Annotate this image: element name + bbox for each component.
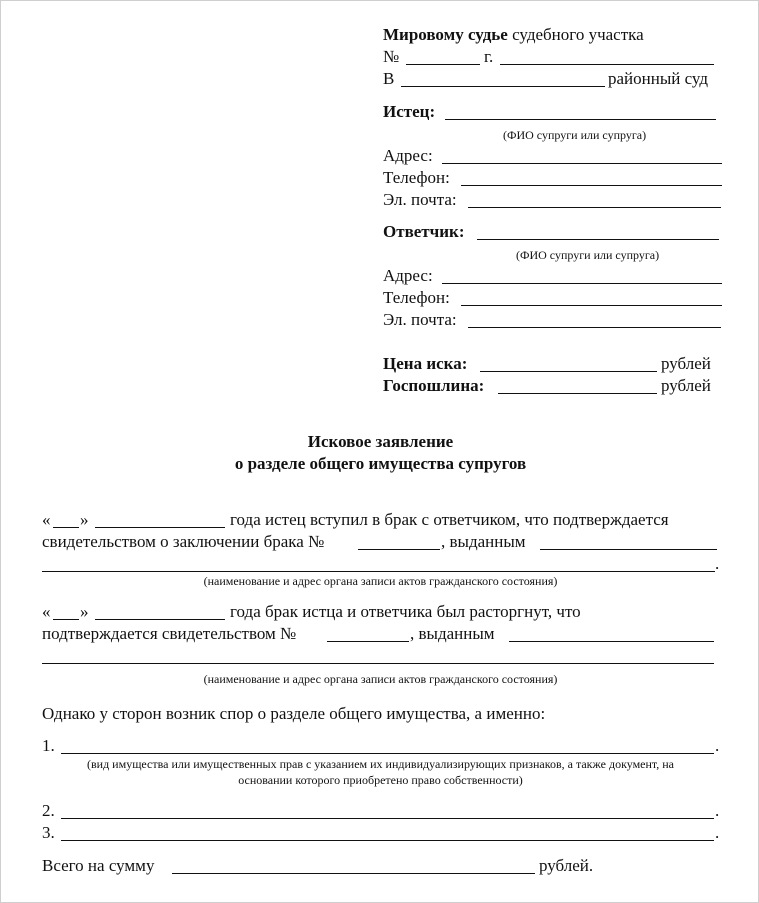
document-title-line2: о разделе общего имущества супругов — [234, 454, 527, 473]
item-hint-line1: (вид имущества или имущественных прав с указанием их индивидуализирующих признаков, а также документ, на — [86, 757, 675, 771]
p2-open-quote: « — [42, 602, 51, 621]
total-label: Всего на сумму — [42, 856, 155, 875]
p2-issued-label: , выданным — [410, 624, 495, 643]
p1-open-quote: « — [42, 510, 51, 529]
plaintiff-name-field[interactable] — [445, 119, 716, 120]
item-3-period: . — [715, 823, 720, 842]
item-1-field[interactable] — [61, 753, 714, 754]
judge-line — [383, 25, 644, 45]
p2-day-field[interactable] — [53, 619, 79, 620]
p2-certificate-number-field[interactable] — [327, 641, 409, 642]
state-fee-field[interactable] — [498, 393, 657, 394]
city-label: г. — [484, 47, 494, 66]
claim-price-unit: рублей — [661, 354, 711, 373]
item-2-field[interactable] — [61, 818, 714, 819]
defendant-name-field[interactable] — [477, 239, 719, 240]
plaintiff-address-field[interactable] — [442, 163, 722, 164]
court-number-field[interactable] — [406, 64, 480, 65]
p1-certificate-number-field[interactable] — [358, 549, 440, 550]
p1-registry-office-field[interactable] — [42, 571, 715, 572]
item-1-period: . — [715, 736, 720, 755]
p1-close-quote: » — [80, 510, 89, 529]
state-fee-label: Госпошлина: — [383, 376, 485, 395]
p2-line1-text: года брак истца и ответчика был расторгнут, что — [230, 602, 581, 621]
judge-label: Мировому судье — [383, 25, 508, 44]
p1-issued-label: , выданным — [441, 532, 526, 551]
plaintiff-phone-field[interactable] — [461, 185, 722, 186]
p2-registry-office-field[interactable] — [42, 663, 714, 664]
p1-hint: (наименование и адрес органа записи актов гражданского состояния) — [203, 574, 558, 588]
p1-day-field[interactable] — [53, 527, 79, 528]
item-3-field[interactable] — [61, 840, 714, 841]
defendant-phone-label: Телефон: — [383, 288, 450, 307]
number-label: № — [383, 47, 400, 66]
plaintiff-address-label: Адрес: — [383, 146, 433, 165]
defendant-address-field[interactable] — [442, 283, 722, 284]
defendant-email-field[interactable] — [468, 327, 721, 328]
item-hint-line2: основании которого приобретено право собственности) — [238, 773, 523, 787]
plaintiff-email-label: Эл. почта: — [383, 190, 457, 209]
plaintiff-email-field[interactable] — [468, 207, 721, 208]
total-sum-field[interactable] — [172, 873, 535, 874]
p1-line1-text: года истец вступил в брак с ответчиком, что подтверждается — [230, 510, 669, 529]
document-title-line1: Исковое заявление — [307, 432, 454, 451]
defendant-phone-field[interactable] — [461, 305, 722, 306]
claim-price-label: Цена иска: — [383, 354, 468, 373]
plaintiff-hint: (ФИО супруги или супруга) — [503, 128, 647, 142]
defendant-hint: (ФИО супруги или супруга) — [516, 248, 660, 262]
p1-month-year-field[interactable] — [95, 527, 225, 528]
p1-period: . — [715, 554, 720, 573]
item-3-number: 3. — [42, 823, 55, 842]
district-court-field[interactable] — [401, 86, 605, 87]
district-court-label: районный суд — [608, 69, 709, 88]
defendant-label: Ответчик: — [383, 222, 465, 241]
p2-issued-by-field[interactable] — [509, 641, 714, 642]
claim-price-field[interactable] — [480, 371, 657, 372]
item-2-period: . — [715, 801, 720, 820]
item-2-number: 2. — [42, 801, 55, 820]
state-fee-unit: рублей — [661, 376, 711, 395]
defendant-email-label: Эл. почта: — [383, 310, 457, 329]
defendant-address-label: Адрес: — [383, 266, 433, 285]
in-label: В — [383, 69, 395, 88]
p2-close-quote: » — [80, 602, 89, 621]
p1-issued-by-field[interactable] — [540, 549, 717, 550]
total-unit: рублей. — [539, 856, 594, 875]
dispute-text: Однако у сторон возник спор о разделе общего имущества, а именно: — [42, 704, 546, 723]
item-1-number: 1. — [42, 736, 55, 755]
city-field[interactable] — [500, 64, 714, 65]
p2-line2-text: подтверждается свидетельством № — [42, 624, 297, 643]
plaintiff-label: Истец: — [383, 102, 436, 121]
judge-rest: судебного участка — [512, 25, 644, 44]
p2-month-year-field[interactable] — [95, 619, 225, 620]
p2-hint: (наименование и адрес органа записи актов гражданского состояния) — [203, 672, 558, 686]
plaintiff-phone-label: Телефон: — [383, 168, 450, 187]
p1-line2-text: свидетельством о заключении брака № — [42, 532, 325, 551]
